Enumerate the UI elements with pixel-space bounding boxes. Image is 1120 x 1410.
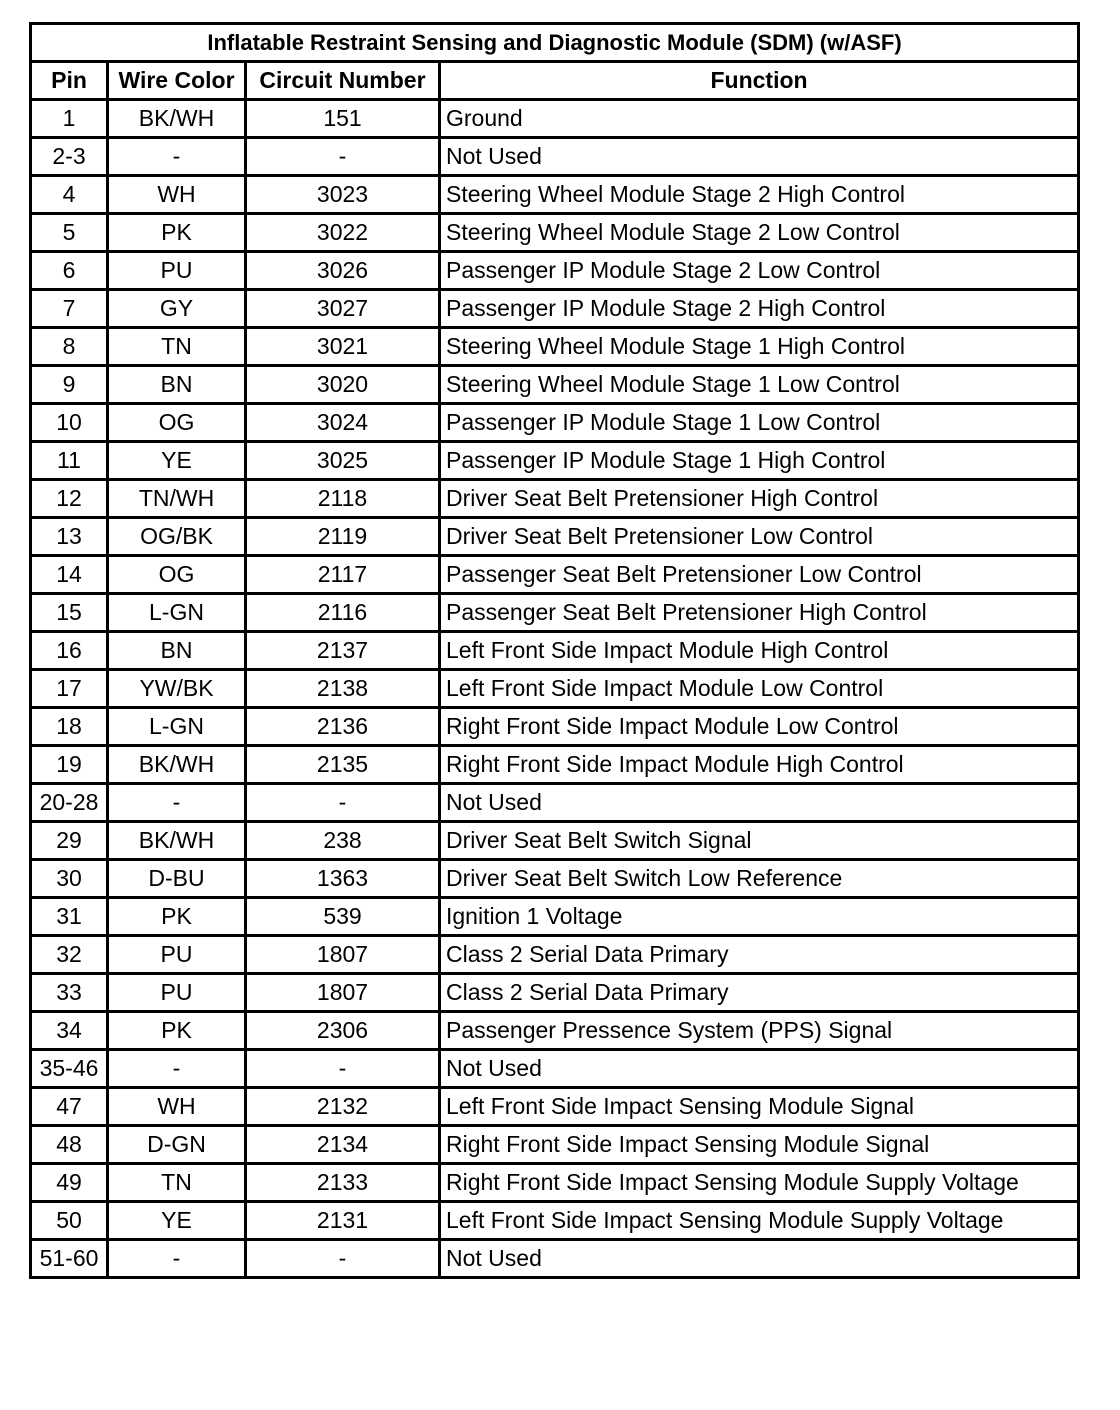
table-row: [31, 784, 1079, 822]
pin-cell: 16: [31, 632, 108, 670]
wire-color-cell: -: [108, 784, 246, 822]
table-row: [31, 1012, 1079, 1050]
wire-color-cell: YE: [108, 1202, 246, 1240]
wire-color-cell: PU: [108, 974, 246, 1012]
function-cell: Not Used: [440, 138, 1079, 176]
circuit-number-cell: 3021: [246, 328, 440, 366]
circuit-number-cell: 2132: [246, 1088, 440, 1126]
table-row: [31, 518, 1079, 556]
circuit-number-cell: 3022: [246, 214, 440, 252]
table-row: [31, 670, 1079, 708]
function-cell: Passenger IP Module Stage 2 Low Control: [440, 252, 1079, 290]
function-cell: Ground: [440, 100, 1079, 138]
table-row: [31, 252, 1079, 290]
wire-color-cell: TN: [108, 1164, 246, 1202]
table-row: [31, 1088, 1079, 1126]
table-row: [31, 366, 1079, 404]
function-cell: Ignition 1 Voltage: [440, 898, 1079, 936]
table-row: [31, 822, 1079, 860]
pin-cell: 50: [31, 1202, 108, 1240]
table-row: [31, 290, 1079, 328]
pin-cell: 12: [31, 480, 108, 518]
circuit-number-cell: 2137: [246, 632, 440, 670]
table-row: [31, 100, 1079, 138]
circuit-number-cell: 1807: [246, 936, 440, 974]
function-cell: Passenger Seat Belt Pretensioner High Control: [440, 594, 1079, 632]
circuit-number-cell: 2136: [246, 708, 440, 746]
circuit-number-cell: 1363: [246, 860, 440, 898]
pin-cell: 34: [31, 1012, 108, 1050]
table-row: [31, 1050, 1079, 1088]
wire-color-cell: BN: [108, 632, 246, 670]
table-row: [31, 746, 1079, 784]
wire-color-cell: L-GN: [108, 594, 246, 632]
circuit-number-cell: 3027: [246, 290, 440, 328]
function-cell: Driver Seat Belt Pretensioner High Control: [440, 480, 1079, 518]
wire-color-cell: TN: [108, 328, 246, 366]
circuit-number-cell: 2138: [246, 670, 440, 708]
title-row: [31, 24, 1079, 62]
pin-cell: 33: [31, 974, 108, 1012]
circuit-number-cell: -: [246, 138, 440, 176]
function-cell: Passenger Pressence System (PPS) Signal: [440, 1012, 1079, 1050]
pin-cell: 17: [31, 670, 108, 708]
function-cell: Driver Seat Belt Switch Signal: [440, 822, 1079, 860]
wire-color-cell: WH: [108, 176, 246, 214]
pin-cell: 10: [31, 404, 108, 442]
pin-cell: 30: [31, 860, 108, 898]
circuit-number-cell: 2135: [246, 746, 440, 784]
circuit-number-cell: 3023: [246, 176, 440, 214]
wire-color-cell: BK/WH: [108, 100, 246, 138]
wire-color-cell: PK: [108, 1012, 246, 1050]
wire-color-cell: -: [108, 138, 246, 176]
table-body: [31, 100, 1079, 1278]
table-row: [31, 898, 1079, 936]
pin-cell: 11: [31, 442, 108, 480]
wire-color-cell: YE: [108, 442, 246, 480]
circuit-number-cell: 2119: [246, 518, 440, 556]
function-cell: Not Used: [440, 1050, 1079, 1088]
pin-cell: 4: [31, 176, 108, 214]
table-row: [31, 1240, 1079, 1278]
wire-color-cell: OG: [108, 556, 246, 594]
circuit-number-cell: 3024: [246, 404, 440, 442]
circuit-number-cell: 2133: [246, 1164, 440, 1202]
wire-color-cell: -: [108, 1050, 246, 1088]
pin-cell: 7: [31, 290, 108, 328]
pin-cell: 1: [31, 100, 108, 138]
pin-cell: 31: [31, 898, 108, 936]
circuit-number-cell: 3020: [246, 366, 440, 404]
circuit-number-cell: 2116: [246, 594, 440, 632]
table-row: [31, 1164, 1079, 1202]
column-header-wire-color: Wire Color: [108, 62, 246, 100]
pin-cell: 51-60: [31, 1240, 108, 1278]
circuit-number-cell: 2118: [246, 480, 440, 518]
pin-cell: 32: [31, 936, 108, 974]
wire-color-cell: OG/BK: [108, 518, 246, 556]
wire-color-cell: GY: [108, 290, 246, 328]
function-cell: Passenger IP Module Stage 1 High Control: [440, 442, 1079, 480]
function-cell: Passenger IP Module Stage 2 High Control: [440, 290, 1079, 328]
function-cell: Class 2 Serial Data Primary: [440, 974, 1079, 1012]
pin-cell: 6: [31, 252, 108, 290]
circuit-number-cell: -: [246, 784, 440, 822]
function-cell: Left Front Side Impact Sensing Module Signal: [440, 1088, 1079, 1126]
circuit-number-cell: 151: [246, 100, 440, 138]
table-row: [31, 936, 1079, 974]
table-row: [31, 176, 1079, 214]
function-cell: Steering Wheel Module Stage 1 Low Control: [440, 366, 1079, 404]
circuit-number-cell: -: [246, 1050, 440, 1088]
table-row: [31, 442, 1079, 480]
table-row: [31, 974, 1079, 1012]
pin-cell: 48: [31, 1126, 108, 1164]
column-header-circuit-number: Circuit Number: [246, 62, 440, 100]
wire-color-cell: BN: [108, 366, 246, 404]
table-row: [31, 138, 1079, 176]
wire-color-cell: -: [108, 1240, 246, 1278]
circuit-number-cell: -: [246, 1240, 440, 1278]
circuit-number-cell: 3026: [246, 252, 440, 290]
wire-color-cell: TN/WH: [108, 480, 246, 518]
function-cell: Not Used: [440, 784, 1079, 822]
table-row: [31, 594, 1079, 632]
circuit-number-cell: 2134: [246, 1126, 440, 1164]
function-cell: Passenger Seat Belt Pretensioner Low Control: [440, 556, 1079, 594]
function-cell: Steering Wheel Module Stage 2 Low Control: [440, 214, 1079, 252]
circuit-number-cell: 2306: [246, 1012, 440, 1050]
function-cell: Class 2 Serial Data Primary: [440, 936, 1079, 974]
pin-cell: 35-46: [31, 1050, 108, 1088]
wire-color-cell: L-GN: [108, 708, 246, 746]
circuit-number-cell: 3025: [246, 442, 440, 480]
wire-color-cell: BK/WH: [108, 746, 246, 784]
function-cell: Left Front Side Impact Module High Control: [440, 632, 1079, 670]
function-cell: Right Front Side Impact Module Low Control: [440, 708, 1079, 746]
table-header: [31, 24, 1079, 100]
function-cell: Left Front Side Impact Module Low Control: [440, 670, 1079, 708]
table-row: [31, 556, 1079, 594]
wire-color-cell: PK: [108, 898, 246, 936]
table-row: [31, 328, 1079, 366]
circuit-number-cell: 238: [246, 822, 440, 860]
circuit-number-cell: 2117: [246, 556, 440, 594]
pin-cell: 14: [31, 556, 108, 594]
function-cell: Passenger IP Module Stage 1 Low Control: [440, 404, 1079, 442]
wire-color-cell: PU: [108, 252, 246, 290]
wire-color-cell: BK/WH: [108, 822, 246, 860]
pin-cell: 8: [31, 328, 108, 366]
wire-color-cell: YW/BK: [108, 670, 246, 708]
function-cell: Right Front Side Impact Sensing Module Supply Voltage: [440, 1164, 1079, 1202]
function-cell: Steering Wheel Module Stage 1 High Control: [440, 328, 1079, 366]
table-row: [31, 480, 1079, 518]
function-cell: Right Front Side Impact Sensing Module Signal: [440, 1126, 1079, 1164]
wire-color-cell: D-GN: [108, 1126, 246, 1164]
function-cell: Left Front Side Impact Sensing Module Supply Voltage: [440, 1202, 1079, 1240]
function-cell: Driver Seat Belt Switch Low Reference: [440, 860, 1079, 898]
function-cell: Driver Seat Belt Pretensioner Low Control: [440, 518, 1079, 556]
table-title: Inflatable Restraint Sensing and Diagnostic Module (SDM) (w/ASF): [31, 24, 1079, 62]
table-row: [31, 708, 1079, 746]
pin-cell: 20-28: [31, 784, 108, 822]
wire-color-cell: D-BU: [108, 860, 246, 898]
pin-cell: 15: [31, 594, 108, 632]
table-row: [31, 214, 1079, 252]
table-row: [31, 860, 1079, 898]
pin-cell: 19: [31, 746, 108, 784]
wire-color-cell: PK: [108, 214, 246, 252]
column-header-pin: Pin: [31, 62, 108, 100]
pin-cell: 47: [31, 1088, 108, 1126]
column-header-function: Function: [440, 62, 1079, 100]
pin-cell: 5: [31, 214, 108, 252]
circuit-number-cell: 539: [246, 898, 440, 936]
circuit-number-cell: 2131: [246, 1202, 440, 1240]
pin-cell: 9: [31, 366, 108, 404]
wire-color-cell: WH: [108, 1088, 246, 1126]
column-header-row: [31, 62, 1079, 100]
wire-color-cell: OG: [108, 404, 246, 442]
circuit-number-cell: 1807: [246, 974, 440, 1012]
pin-cell: 29: [31, 822, 108, 860]
pin-cell: 49: [31, 1164, 108, 1202]
wire-color-cell: PU: [108, 936, 246, 974]
table-row: [31, 1126, 1079, 1164]
pin-cell: 13: [31, 518, 108, 556]
table-row: [31, 404, 1079, 442]
pin-table: [29, 22, 1080, 1279]
function-cell: Not Used: [440, 1240, 1079, 1278]
pin-cell: 18: [31, 708, 108, 746]
table-row: [31, 632, 1079, 670]
pin-cell: 2-3: [31, 138, 108, 176]
function-cell: Right Front Side Impact Module High Control: [440, 746, 1079, 784]
table-row: [31, 1202, 1079, 1240]
function-cell: Steering Wheel Module Stage 2 High Control: [440, 176, 1079, 214]
